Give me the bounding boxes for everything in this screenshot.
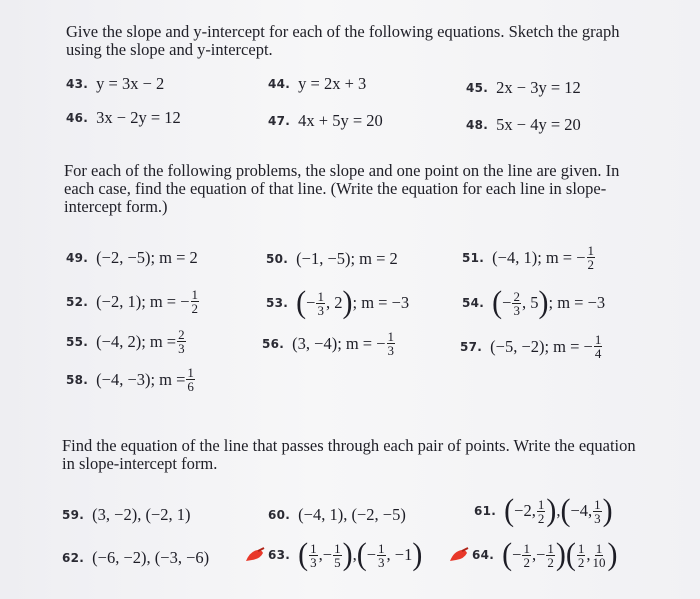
problem-57: 57. (−5, −2); m = − $\frac{1}{4}$	[460, 332, 602, 361]
fraction: $\frac{1}{10}$	[592, 540, 606, 570]
section1-instructions: Give the slope and y-intercept for each of the following equations. Sketch the graph using the slope and y-intercept.	[66, 22, 620, 59]
problem-63: 63. ( $\frac{1}{3}$ , − $\frac{1}{5}$ ) , ( − $\frac{1}{3}$ , −1 )	[244, 540, 422, 570]
problem-59: 59. (3, −2), (−2, 1)	[62, 505, 191, 524]
fraction: $\frac{1}{2}$	[523, 540, 530, 570]
problem-49: 49. (−2, −5); m = 2	[66, 248, 198, 267]
fraction: $\frac{1}{2}$	[191, 287, 199, 316]
fraction: $\frac{1}{4}$	[594, 332, 602, 361]
problem-44: 44. y = 2x + 3	[268, 74, 367, 93]
fraction: $\frac{1}{3}$	[378, 540, 385, 570]
fraction: $\frac{1}{2}$	[547, 540, 554, 570]
problem-46: 46. 3x − 2y = 12	[66, 108, 181, 127]
problem-60: 60. (−4, 1), (−2, −5)	[268, 505, 406, 524]
fraction: $\frac{1}{2}$	[587, 243, 595, 272]
problem-48: 48. 5x − 4y = 20	[466, 115, 581, 134]
red-pen-mark-icon	[244, 547, 266, 563]
fraction: $\frac{1}{5}$	[334, 540, 341, 570]
problem-51: 51. (−4, 1); m = − $\frac{1}{2}$	[462, 243, 595, 272]
fraction: $\frac{1}{3}$	[310, 540, 317, 570]
problem-47: 47. 4x + 5y = 20	[268, 111, 383, 130]
problem-56: 56. (3, −4); m = − $\frac{1}{3}$	[262, 329, 395, 358]
fraction: $\frac{1}{6}$	[187, 365, 194, 394]
problem-61: 61. ( −2, $\frac{1}{2}$ ) , ( −4, $\frac{1}{3}$ )	[474, 493, 613, 528]
problem-62: 62. (−6, −2), (−3, −6)	[62, 548, 210, 567]
problem-64: 64. ( − $\frac{1}{2}$ , − $\frac{1}{2}$ ) ( $\frac{1}{2}$ , $\frac{1}{10}$ )	[448, 540, 618, 570]
problem-58: 58. (−4, −3); m = $\frac{1}{6}$	[66, 365, 194, 394]
section3-instructions: Find the equation of the line that passes through each pair of points. Write the equation in slope-intercept form.	[62, 436, 636, 473]
problem-50: 50. (−1, −5); m = 2	[266, 249, 398, 268]
fraction: $\frac{1}{2}$	[537, 496, 545, 526]
fraction: $\frac{2}{3}$	[513, 288, 520, 318]
red-pen-mark-icon	[448, 547, 470, 563]
problem-53: 53. ( − $\frac{1}{3}$ , 2 ) ; m = −3	[266, 285, 410, 320]
problem-43: 43. y = 3x − 2	[66, 74, 165, 93]
section2-instructions: For each of the following problems, the slope and one point on the line are given. In each case, find the equation of that line. (Write the equation for each line in slope-intercept form.)	[64, 161, 620, 216]
problem-52: 52. (−2, 1); m = − $\frac{1}{2}$	[66, 287, 199, 316]
fraction: $\frac{1}{3}$	[594, 496, 601, 526]
problem-55: 55. (−4, 2); m = $\frac{2}{3}$	[66, 327, 185, 356]
problem-54: 54. ( − $\frac{2}{3}$ , 5 ) ; m = −3	[462, 285, 606, 320]
problem-45: 45. 2x − 3y = 12	[466, 78, 581, 97]
fraction: $\frac{2}{3}$	[178, 327, 185, 356]
fraction: $\frac{1}{3}$	[387, 329, 395, 358]
fraction: $\frac{1}{3}$	[317, 288, 324, 318]
fraction: $\frac{1}{2}$	[577, 540, 585, 570]
